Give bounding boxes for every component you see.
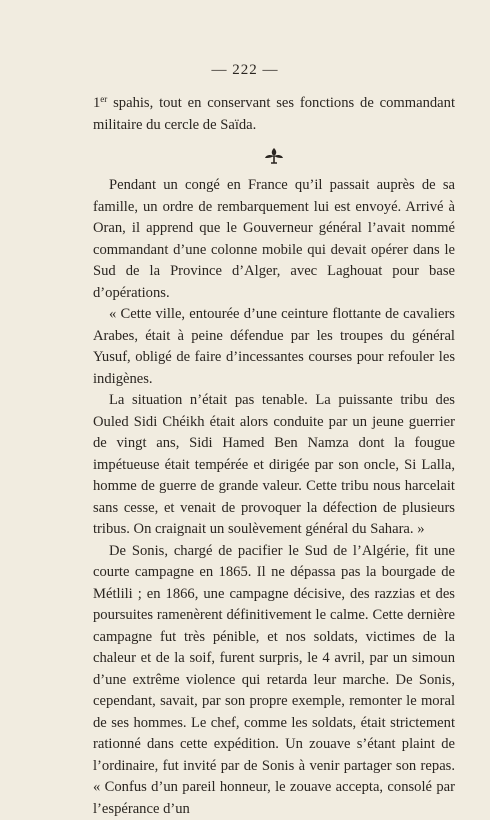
paragraph-3: La situation n’était pas tenable. La puissante tribu des Ouled Sidi Chéikh était alors conduite par un jeune guerrier de vingt ans, Sidi Hamed Ben Namza dont la fougue impétueuse était tempérée et dirigée par son oncle, Si Lalla, homme de guerre de grande valeur. Cette tribu nous harcelait sans cesse, et venait de provoquer la défection de plusieurs tribus. On craignait un soulèvement général du Sahara. » (93, 390, 455, 541)
intro-ordinal: 1 (93, 95, 100, 111)
page-number: — 222 — (0, 62, 490, 79)
intro-text: spahis, tout en conservant ses fonctions de commandant militaire du cercle de Saïda. (93, 95, 455, 133)
body-text (93, 175, 455, 820)
intro-paragraph (93, 93, 455, 136)
intro-ordinal-sup: er (100, 94, 107, 104)
fleuron-icon (262, 146, 286, 166)
intro-block (93, 93, 455, 136)
paragraph-2: « Cette ville, entourée d’une ceinture flottante de cavaliers Arabes, était à peine défendue par les troupes du général Yusuf, obligé de faire d’incessantes courses pour refouler les indigènes. (93, 304, 455, 390)
paragraph-4: De Sonis, chargé de pacifier le Sud de l’Algérie, fit une courte campagne en 1865. Il ne dépassa pas la bourgade de Métlili ; en 1866, une campagne décisive, des razzias et des poursuites ramenèrent définitivement le calme. Cette dernière campagne fut très pénible, et nos soldats, victimes de la chaleur et de la soif, furent surpris, le 4 avril, par un simoun d’une extrême violence qui retarda leur marche. De Sonis, cependant, savait, par son propre exemple, remonter le moral de ses hommes. Le chef, comme les soldats, était strictement rationné dans cette expédition. Un zouave s’étant plaint de l’ordinaire, fut invité par de Sonis à venir partager son repas. « Confus d’un pareil honneur, le zouave accepta, consolé par l’espérance d’un (93, 541, 455, 820)
paragraph-1: Pendant un congé en France qu’il passait auprès de sa famille, un ordre de rembarquement lui est envoyé. Arrivé à Oran, il apprend que le Gouverneur général l’avait nommé commandant d’une colonne mobile qui devait opérer dans le Sud de la Province d’Alger, avec Laghouat pour base d’opérations. (93, 175, 455, 304)
